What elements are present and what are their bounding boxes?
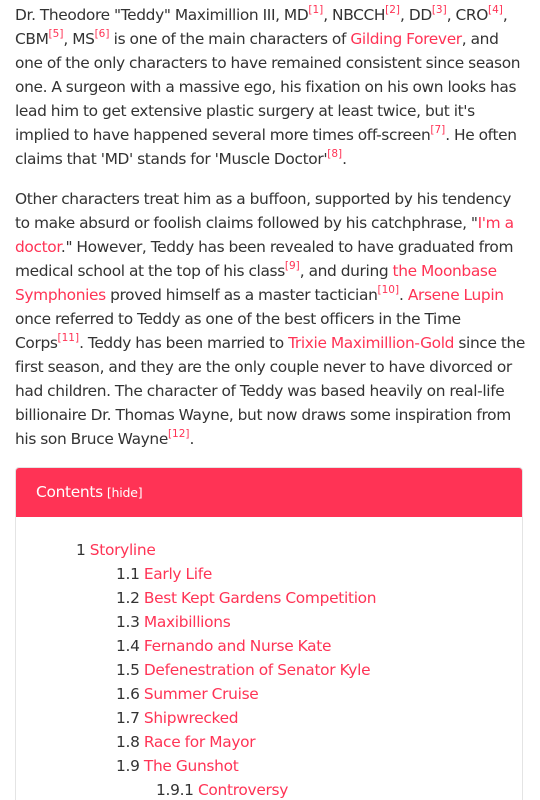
toc-item-link[interactable]: Race for Mayor: [143, 733, 256, 751]
toc-item-early-life[interactable]: [116, 562, 212, 586]
paragraph-text: , CRO: [446, 6, 488, 24]
toc-header: [16, 468, 522, 517]
toc-item-number: 1.9.1: [156, 781, 194, 799]
paragraph-text: , NBCCH: [323, 6, 386, 24]
toc-item-number: 1.3: [116, 613, 140, 631]
paragraph-text: , and one of the only characters to have remained consistent since season one. A surgeon with a massive ego, his fixation on his own looks has lead him to get extensive plastic surgery at least twice, but it's implied to have happened several more times off-screen: [15, 30, 521, 144]
toc-item-link[interactable]: Controversy: [197, 781, 289, 799]
paragraph-text: .: [189, 430, 195, 448]
citation-link[interactable]: [1]: [308, 3, 324, 16]
paragraph-text: .: [399, 286, 408, 304]
paragraph-text: . He often claims that 'MD' stands for 'Muscle Doctor': [15, 126, 517, 168]
paragraph-text: , and during: [299, 262, 393, 280]
citation-ref[interactable]: [432, 4, 447, 16]
toc-item-number: 1.7: [116, 709, 140, 727]
citation-ref[interactable]: [168, 428, 190, 440]
toc-item-number: 1.5: [116, 661, 140, 679]
trixie-maximillion-gold-link[interactable]: Trixie Maximillion-Gold: [288, 334, 455, 352]
citation-ref[interactable]: [49, 28, 64, 40]
character-paragraph: [15, 187, 527, 451]
citation-link[interactable]: [5]: [48, 27, 64, 40]
toc-item-link[interactable]: Early Life: [143, 565, 213, 583]
intro-paragraph: [15, 3, 527, 171]
toc-item-shipwrecked[interactable]: [116, 706, 238, 730]
im-a-doctor-link[interactable]: I'm a doctor: [15, 214, 514, 256]
citation-ref[interactable]: [95, 28, 110, 40]
paragraph-text: ." However, Teddy has been revealed to have graduated from medical school at the top of his class: [15, 238, 514, 280]
toc-item-defenestration[interactable]: [116, 658, 370, 682]
toc-item-fernando-nurse-kate[interactable]: [116, 634, 331, 658]
paragraph-text: . Teddy has been married to: [79, 334, 289, 352]
citation-ref[interactable]: [308, 4, 323, 16]
citation-ref[interactable]: [58, 332, 80, 344]
paragraph-text: Other characters treat him as a buffoon, supported by his tendency to make absurd or foolish claims followed by his catchphrase, ": [15, 190, 512, 232]
citation-link[interactable]: [7]: [430, 123, 446, 136]
citation-link[interactable]: [2]: [385, 3, 401, 16]
table-of-contents: [15, 467, 523, 800]
toc-item-best-kept-gardens[interactable]: [116, 586, 376, 610]
citation-ref[interactable]: [488, 4, 503, 16]
toc-item-controversy[interactable]: [156, 778, 288, 800]
toc-item-number: 1.8: [116, 733, 140, 751]
toc-item-storyline[interactable]: [76, 538, 156, 562]
citation-link[interactable]: [6]: [94, 27, 110, 40]
citation-link[interactable]: [11]: [57, 331, 80, 344]
toc-item-summer-cruise[interactable]: [116, 682, 258, 706]
toc-item-link[interactable]: Shipwrecked: [143, 709, 239, 727]
paragraph-text: Dr. Theodore "Teddy" Maximillion III, MD: [15, 6, 309, 24]
moonbase-symphonies-link[interactable]: the Moonbase Symphonies: [15, 262, 497, 304]
toc-hide-toggle[interactable]: [hide]: [106, 485, 143, 500]
paragraph-text: is one of the main characters of: [109, 30, 351, 48]
paragraph-text: since the first season, and they are the only couple never to have divorced or had children. The character of Teddy was based heavily on real-life billionaire Dr. Thomas Wayne, but now draws some inspiration from his son Bruce Wayne: [15, 334, 526, 448]
citation-link[interactable]: [12]: [167, 427, 190, 440]
paragraph-text: proved himself as a master tactician: [105, 286, 378, 304]
toc-title: Contents: [36, 483, 103, 501]
paragraph-text: , CBM: [15, 6, 508, 48]
toc-item-link[interactable]: Best Kept Gardens Competition: [143, 589, 377, 607]
citation-link[interactable]: [4]: [488, 3, 503, 16]
arsene-lupin-link[interactable]: Arsene Lupin: [407, 286, 504, 304]
citation-ref[interactable]: [327, 148, 342, 160]
toc-item-number: 1.6: [116, 685, 140, 703]
toc-item-race-for-mayor[interactable]: [116, 730, 255, 754]
citation-link[interactable]: [10]: [377, 283, 400, 296]
paragraph-text: , MS: [63, 30, 95, 48]
toc-item-number: 1: [76, 541, 86, 559]
toc-item-link[interactable]: Storyline: [89, 541, 156, 559]
toc-item-number: 1.9: [116, 757, 140, 775]
toc-item-link[interactable]: Maxibillions: [143, 613, 231, 631]
toc-item-link[interactable]: Defenestration of Senator Kyle: [143, 661, 371, 679]
toc-title-row: [36, 482, 142, 503]
citation-link[interactable]: [9]: [284, 259, 300, 272]
toc-item-number: 1.4: [116, 637, 140, 655]
citation-ref[interactable]: [377, 284, 399, 296]
toc-item-number: 1.2: [116, 589, 140, 607]
citation-ref[interactable]: [385, 4, 400, 16]
citation-link[interactable]: [3]: [431, 3, 447, 16]
toc-item-maxibillions[interactable]: [116, 610, 230, 634]
toc-item-link[interactable]: Summer Cruise: [143, 685, 259, 703]
paragraph-text: once referred to Teddy as one of the best officers in the Time Corps: [15, 310, 461, 352]
citation-ref[interactable]: [430, 124, 445, 136]
paragraph-text: , DD: [400, 6, 432, 24]
toc-item-link[interactable]: The Gunshot: [143, 757, 239, 775]
toc-item-number: 1.1: [116, 565, 140, 583]
citation-link[interactable]: [8]: [327, 147, 343, 160]
paragraph-text: .: [342, 150, 347, 168]
toc-item-the-gunshot[interactable]: [116, 754, 238, 778]
toc-item-link[interactable]: Fernando and Nurse Kate: [143, 637, 332, 655]
citation-ref[interactable]: [285, 260, 300, 272]
gilding-forever-link[interactable]: Gilding Forever: [350, 30, 462, 48]
